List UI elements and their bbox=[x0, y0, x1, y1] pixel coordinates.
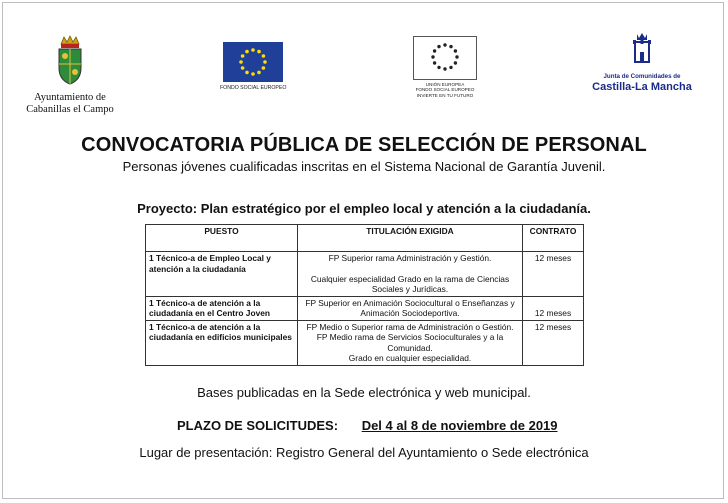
header-contrato: CONTRATO bbox=[523, 225, 584, 252]
eu-fse-logo bbox=[220, 42, 286, 91]
eu-fse-caption: FONDO SOCIAL EUROPEO bbox=[220, 85, 287, 91]
header-puesto: PUESTO bbox=[146, 225, 298, 252]
row-puesto: 1 Técnico-a de Empleo Local y atención a la ciudadanía bbox=[146, 252, 298, 297]
eu-flag-icon bbox=[223, 42, 283, 82]
row-contrato: 12 meses bbox=[523, 252, 584, 297]
jccm-name-text: Castilla-La Mancha bbox=[592, 81, 692, 93]
coat-of-arms-icon bbox=[55, 34, 85, 86]
row-contrato: 12 meses bbox=[523, 320, 584, 365]
jccm-logo bbox=[592, 32, 692, 94]
header-titulacion: TITULACIÓN EXIGIDA bbox=[298, 225, 523, 252]
ayuntamiento-line-2: Cabanillas el Campo bbox=[26, 104, 114, 115]
row-contrato: 12 meses bbox=[523, 296, 584, 320]
titulacion-line: FP Medio rama de Servicios Socioculturales y a la Comunidad. bbox=[316, 332, 504, 353]
row-puesto: 1 Técnico-a de atención a la ciudadanía en edificios municipales bbox=[146, 320, 298, 365]
lugar-text: Lugar de presentación: Registro General del Ayuntamiento o Sede electrónica bbox=[139, 445, 589, 460]
eu-invierte-caption-1: UNIÓN EUROPEA bbox=[425, 82, 465, 87]
table-row bbox=[146, 296, 584, 320]
plazo-line bbox=[177, 418, 558, 433]
row-titulacion: FP Superior en Animación Sociocultural o Enseñanzas y Animación Sociodeportiva. bbox=[298, 296, 523, 320]
positions-table bbox=[145, 224, 584, 366]
row-puesto: 1 Técnico-a de atención a la ciudadanía en el Centro Joven bbox=[146, 296, 298, 320]
eu-flag-outline-icon bbox=[413, 36, 477, 80]
plazo-date: Del 4 al 8 de noviembre de 2019 bbox=[361, 418, 558, 433]
eu-invierte-caption-2: FONDO SOCIAL EUROPEO bbox=[415, 87, 475, 93]
titulacion-line: Cualquier especialidad Grado en la rama de Ciencias Sociales y Jurídicas. bbox=[310, 273, 510, 294]
table-row bbox=[146, 252, 584, 297]
eu-invierte-logo bbox=[412, 36, 478, 98]
jccm-junta-text: Junta de Comunidades de bbox=[603, 73, 681, 80]
table-header-row bbox=[146, 225, 584, 252]
eu-invierte-caption-3: INVIERTE EN TU FUTURO bbox=[416, 92, 474, 98]
project-heading: Proyecto: Plan estratégico por el empleo local y atención a la ciudadanía. bbox=[137, 201, 591, 216]
ayuntamiento-logo bbox=[20, 34, 120, 116]
jccm-castle-icon bbox=[629, 32, 655, 66]
titulacion-line: FP Superior rama Administración y Gestión. bbox=[328, 253, 492, 263]
page-title: CONVOCATORIA PÚBLICA DE SELECCIÓN DE PERSONAL bbox=[81, 134, 647, 156]
titulacion-line: FP Medio o Superior rama de Administración o Gestión. bbox=[306, 321, 514, 332]
titulacion-line: Grado en cualquier especialidad. bbox=[348, 353, 472, 363]
row-titulacion bbox=[298, 252, 523, 297]
page-subtitle: Personas jóvenes cualificadas inscritas en el Sistema Nacional de Garantía Juvenil. bbox=[122, 159, 606, 174]
ayuntamiento-line-1: Ayuntamiento de bbox=[34, 92, 106, 103]
row-titulacion bbox=[298, 320, 523, 365]
table-row bbox=[146, 320, 584, 365]
plazo-label: PLAZO DE SOLICITUDES: bbox=[177, 418, 339, 433]
bases-text: Bases publicadas en la Sede electrónica y web municipal. bbox=[197, 385, 531, 400]
